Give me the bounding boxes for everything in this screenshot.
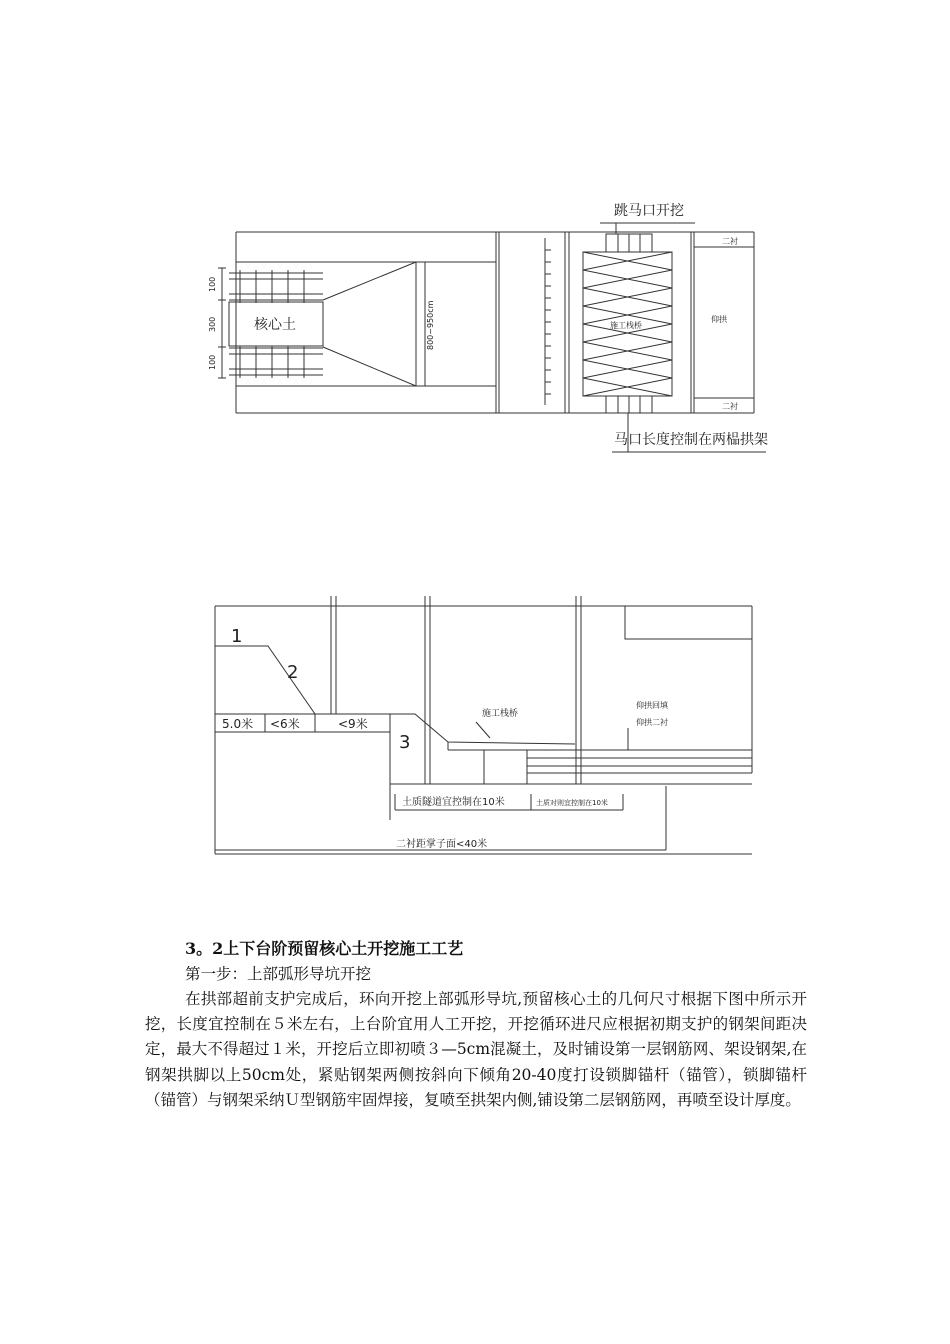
label-6m: <6米 — [270, 717, 300, 731]
label-trestle-bridge: 施工栈桥 — [482, 709, 519, 719]
label-invert-second-lining: 仰拱二衬 — [636, 718, 668, 727]
figure-longitudinal-section — [0, 580, 950, 880]
label-9m: <9米 — [338, 717, 368, 731]
label-part-2: 2 — [287, 662, 299, 683]
label-dim-300: 300 — [208, 316, 217, 332]
label-dim-100-top: 100 — [208, 276, 217, 292]
label-part-1: 1 — [231, 626, 243, 647]
label-tiaomakou: 跳马口开挖 — [614, 203, 684, 219]
label-40m: 二衬距掌子面<40米 — [396, 839, 488, 850]
label-invert-backfill: 仰拱回填 — [636, 701, 668, 710]
label-dim-800-950: 800~950cm — [426, 300, 435, 350]
label-5m: 5.0米 — [222, 717, 254, 731]
label-second-lining-top: 二衬 — [722, 237, 738, 246]
label-core-soil: 核心土 — [254, 317, 296, 333]
label-second-lining-bottom: 二衬 — [722, 402, 738, 411]
figure-plan-view — [0, 0, 950, 500]
label-10m-soil: 土质对则宜控制在10米 — [536, 799, 608, 807]
step-title: 第一步：上部弧形导坑开挖 — [185, 965, 372, 983]
label-part-3: 3 — [399, 732, 411, 753]
body-paragraph: 在拱部超前支护完成后，环向开挖上部弧形导坑,预留核心土的几何尺寸根据下图中所示开挖，长度宜控制在５米左右，上台阶宜用人工开挖，开挖循环进尺应根据初期支护的钢架间距决定，最大不得超过１米，开挖后立即初喷３—5cm混凝土，及时铺设第一层钢筋网、架设钢架,在钢架拱脚以上50cm处，紧贴钢架两侧按斜向下倾角20-40度打设锁脚锚杆（锚管），锁脚锚杆（锚管）与钢架采纳Ｕ型钢筋牢固焊接，复喷至拱架内侧,铺设第二层钢筋网，再喷至设计厚度。 — [145, 990, 807, 1109]
section-title: 3。2上下台阶预留核心土开挖施工工艺 — [185, 939, 464, 958]
label-trestle-bridge: 施工栈桥 — [610, 321, 642, 330]
label-dim-100-bottom: 100 — [208, 354, 217, 370]
label-horse-gate-length: 马口长度控制在两榀拱架 — [614, 432, 768, 448]
label-10m-tunnel: 土质隧道宜控制在10米 — [402, 797, 505, 808]
label-invert: 仰拱 — [711, 315, 727, 324]
